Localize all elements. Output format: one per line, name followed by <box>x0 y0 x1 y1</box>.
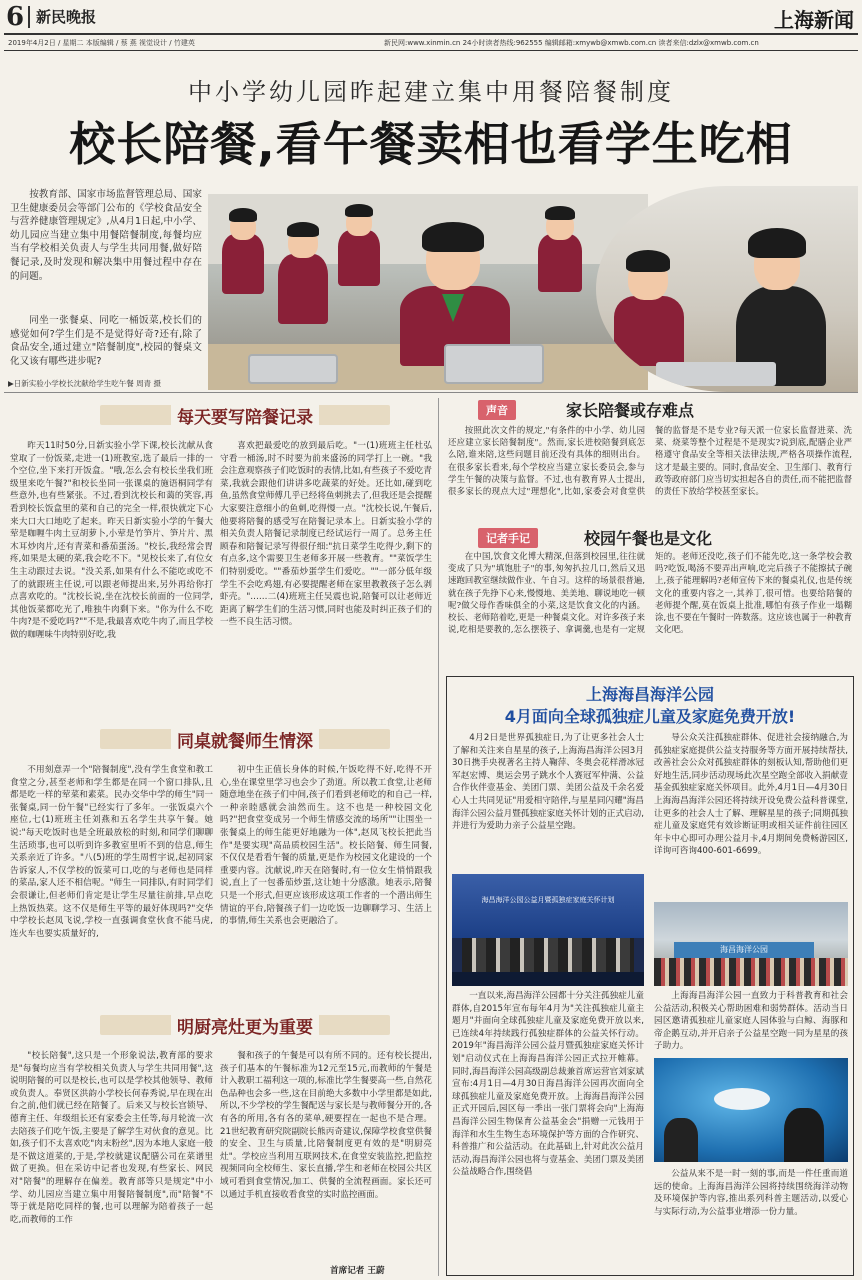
classroom-lunch-photo <box>208 194 648 390</box>
note-title: 校园午餐也是文化 <box>584 529 713 548</box>
stage-people <box>462 938 634 972</box>
lead-paragraph: 按教育部、国家市场监督管理总局、国家卫生健康委员会等部门公布的《学校食品安全与营养健康管理规定》,从4月1日起,中小学、幼儿园应当建立集中用餐陪餐制度,每餐均应当有学校相关负责人与学生共同用餐,做好陪餐记录,及时发现和解决集中用餐过程中存在的问题。 <box>10 189 202 282</box>
student-figure <box>538 234 582 292</box>
ad-outdoor-photo <box>654 902 848 986</box>
student-hair <box>545 206 575 220</box>
lunch-tray <box>656 362 776 386</box>
section-name: 上海新闻 <box>774 8 854 32</box>
lunch-tray <box>248 354 338 384</box>
note-tag: 记者手记 <box>478 528 538 548</box>
dateline-rule <box>4 50 858 51</box>
contact-line: 新民网:www.xinmin.cn 24小时读者热线:962555 编辑邮箱:xmywb@xmwb.com.cn 读者来信:dzlx@xmwb.com.cn <box>384 39 759 47</box>
article-column: 不用刻意弄一个"陪餐制度",没有学生食堂和教工食堂之分,甚至老师和学生都是在同一个窗口排队,且都是吃一样的荤菜和素菜。民办交华中学的师生"同一张餐桌,同一份午餐"已经实行了多年。一张饭桌六个座位,七(1)班班主任刘燕和五名学生共享午餐。她说:"每天吃饭时也是全班最放松的时刻,和同学们聊聊生活琐事,也可以听到许多教室里听不到的信息,师生关系亲近了许多。"八(5)班的学生周哲宇说,起初同家告诉家人,不仅学校的饭菜可口,吃的与老师也是同样的菜品,家人还不相信呢。"师生一同排队,有时同学们会很谦让,但老师们肯定是让学生尽量往前排,早点吃上热饭热菜。这不仅是师生平等的最好体现吗?"交华中学校长赵凤飞说,学校一直强调食堂伙食不能马虎,连火车也要实质量好的, <box>10 765 213 939</box>
article-column: 昨天11时50分,日新实验小学下课,校长沈献从食堂取了一份饭菜,走进一(1)班教室,选了最后一排的一个空位,坐下来打开饭盒。"哦,怎么会有校长坐我们班级里来吃午餐?"和校长坐同一张课桌的施语桐同学有些意外,也有些紧张。不过,看到沈校长和蔼的笑容,再看到校长饭盒里的菜和自己的完全一样,很快就定下心来大口大口地吃了起来。昨天日新实验小学的午餐大荤是咖喱牛肉土豆胡萝卜,小荤是竹笋片、笋片片、黑木耳炒肉片,还有青菜和番茄蛋汤。"校长,我经常会胃疼,如果是太硬的菜,我会吃不下。"见校长来了,有位女生主动跟过去说。"没关系,如果有什么不能吃或吃不了的就跟班主任说,可以跟老师提出来,另外再给你打点喜欢吃的。"沈校长说,坐在沈校长前面的一位同学,其他饭菜都吃光了,唯独牛肉剩下来。"你为什么不吃牛肉?是不爱吃吗?""不是,我最喜欢吃牛肉了,而且学校做的咖喱味牛肉特别好吃,我 <box>10 441 213 640</box>
section-title: 同桌就餐师生情深 <box>171 727 319 752</box>
ad-column: 公益从来不是一时一刻的事,而是一件任重而道远的使命。上海海昌海洋公园将持续围绕海洋动物及环境保护等内容,推出系列科普主题活动,以爱心与实际行动,为公益事业增添一份力量。 <box>654 1169 848 1217</box>
lead-bottom-rule <box>4 392 858 393</box>
article-column: 喜欢把最爱吃的放到最后吃。"一(1)班班主任杜弘守看一桶汤,时不时要为前来盛汤的同学打上一碗。"我会注意观察孩子们吃饭时的表情,比如,有些孩子不爱吃青菜,我就会跟他们讲讲多吃蔬菜的好处。还比如,碰到吃鱼,虽然食堂师傅几乎已经将鱼刺挑去了,但我还是会提醒大家要注意细小的鱼刺,吃得慢一点。"沈校长说,午餐后,他要将陪餐的感受写在陪餐记录本上。日新实验小学的相关负责人陪餐记录制度已经试运行一周了。总务主任顾春和陪餐记录写得很仔细:"抗日菜学生吃得少,剩下的有点多,这个需要卫生老师多开展一些教育。""菜饭学生们特别爱吃。""番茄炒蛋学生们爱吃。""一部分低年级学生不会吃鸡翅,有必要提醒老师在家里教教孩子怎么剥虾壳。"……二(4)班班主任吴震也说,陪餐可以让老师近距离了解学生们的生活习惯,同时也能及时纠正孩子们的一些不良生活习惯。 <box>220 441 432 628</box>
crowd <box>654 958 848 986</box>
stage-screen <box>452 874 644 938</box>
paper-name: 新民晚报 <box>36 8 97 26</box>
student-figure <box>338 230 380 286</box>
ad-aquarium-photo <box>654 1058 848 1162</box>
outdoor-banner-text: 海昌海洋公园 <box>720 945 768 954</box>
article-column: "校长陪餐",这只是一个形象说法,教育部的要求是"每餐均应当有学校相关负责人与学生共同用餐",这说明陪餐的可以是校长,也可以是学校其他领导、教师或负责人。奉贤区洪韵小学校长何春秀说,早在现在出台之前,他们就已经在陪餐了。后来又与校长宫锁导、德育主任、年级组长还有家委会主任等,每月轮流一次去陪孩子们吃午饭,主要是了解学生对伙食的意见。比如,孩子们不太喜欢吃"肉末粉丝",因为本地人家庭一般是不做这道菜的,于是,学校就建议配膳公司在菜谱里做了更换。但在采访中记者也发现,有些家长、网民对"陪餐"的理解存在偏差。教育部等只是规定"中小学、幼儿园应当建立集中用餐陪餐制度",而"陪餐"不等于就是陪吃同样的餐,也可以理解为陪着孩子一起吃,而教师的工作 <box>10 1051 213 1225</box>
headline-main: 校长陪餐,看午餐卖相也看学生吃相 <box>69 117 793 171</box>
visitor-silhouette <box>664 1118 698 1162</box>
headline-kicker: 中小学幼儿园昨起建立集中用餐陪餐制度 <box>188 78 674 106</box>
stage-screen-text: 海昌海洋公园公益月暨孤独症家庭关怀计划 <box>481 896 615 904</box>
ad-caption: 上海海昌海洋公园一直致力于科普教育和社会公益活动,积极关心帮助困难和弱势群体。活动当日园区邀请孤独症儿童家庭人园体验与白鲸、海豚和帝企鹅互动,并开启亲子公益星空跑一同为星星的孩子助力。 <box>654 991 848 1052</box>
ad-column: 4月2日是世界孤独症日,为了让更多社会人士了解和关注来自星星的孩子,上海海昌海洋公园3月30日携手央视著名主持人鞠萍、冬奥会花样滑冰冠军赵宏博、奥运会男子跳水个人赛冠军仲满、公益合作伙伴壹基金、美团门票、美团公益及千余名爱心人士共同见证"用爱相守陪伴,与星星同闪耀"海昌海洋公园公益月暨孤独症家庭关怀计划的正式启动,并进行为爱助力亲子公益星空跑。 <box>452 733 644 832</box>
section-banner <box>100 722 390 756</box>
byline: 首席记者 王蔚 <box>330 1266 385 1276</box>
masthead-rule <box>4 33 858 35</box>
ad-column: 一直以来,海昌海洋公园都十分关注孤独症儿童群体,自2015年宣布每年4月为"关注孤独症儿童主题月"并面向全球孤独症儿童及家庭免费开放以来,已连续4年持续践行孤独症群体的公益关怀行动。2019年"海昌海洋公园公益月暨孤独症家庭关怀计划"启动仪式在上海海昌海洋公园正式拉开帷幕。同时,海昌海洋公园高级副总裁兼首席运营官刘家斌宣布:4月1日—4月30日海昌海洋公园再次面向全球孤独症儿童及家庭免费开放。上海海昌海洋公园正式开园后,园区每一季出一张门票将会向"上海海昌海洋公园生物保育公益基金会"捐赠一元钱用于海洋和水生生物生态环境保护等方面的合作研究、科普推广和公益活动。在此基础上,针对此次公益月活动,海昌海洋公园也将与壹基金、美团门票及美团公益战略合作,围绕倡 <box>452 991 644 1178</box>
section-banner <box>100 398 390 432</box>
article-column: 餐和孩子的午餐是可以有所不同的。还有校长提出,孩子们基本的午餐标准为12元至15元,而教师的午餐是计入教职工福利这一项的,标准比学生餐要高一些,自然花色品种也会多一些,这在目前绝大多数中小学里都是如此,所以,不少学校的学生餐配送与家长是与教师餐分开的,各有各的所用,各有各的菜单,硬要捏在一起也不是合理。21世纪教育研究院副院长熊丙奇建议,保障学校食堂供餐的安全、卫生与质量,比陪餐制度更有效的是"明厨亮灶"。学校应当利用互联网技术,在食堂安装监控,把监控视频同向全校师生、家长直播,学生和老师在校园公共区域可看到食堂情况,加工、供餐的全流程画面。家长还可以通过手机直接收看食堂的实时监控画面。 <box>220 1051 432 1200</box>
voice-title: 家长陪餐或存难点 <box>566 401 695 420</box>
beluga <box>714 1088 770 1110</box>
student-figure <box>278 254 328 324</box>
lead-question: 同坐一张餐桌、同吃一桶饭菜,校长们的感觉如何?学生们是不是觉得好奇?还有,除了食品安全,通过建立"陪餐制度",校园的餐桌文化又该有哪些进步呢? <box>10 315 202 367</box>
student-hair <box>345 204 373 217</box>
masthead-divider <box>28 6 30 28</box>
student-figure <box>614 296 684 366</box>
photo-caption: ▶日新实验小学校长沈献给学生吃午餐 周青 摄 <box>8 379 162 388</box>
ad-title-park: 上海海昌海洋公园 <box>585 685 714 704</box>
section-title: 每天要写陪餐记录 <box>171 403 319 428</box>
student-hair <box>229 208 257 222</box>
student-figure <box>222 234 264 294</box>
student-hair <box>422 222 484 252</box>
page-number: 6 <box>6 2 25 32</box>
voice-text: 按照此次文件的规定,"有条件的中小学、幼儿园还应建立家长陪餐制度"。然而,家长进校陪餐到底怎么陪,谁来陪,这些问题目前还没有具体的细则出台。在很多家长看来,每个学校应当建立家长委员会,参与学生午餐的决策与监督。不过,也有教育界人士提出,很多家长的现点大过"理想化",比如,家委会对食堂供餐的监督是不是专业?每天派一位家长监督进菜、洗菜、烧菜等整个过程是不是现实?说到底,配膳企业严格遵守食品安全等相关法律法规,严格各项操作流程,这才是最主要的。同时,食品安全、卫生部门、教育行政等政府部门应当切实担起各自的责任,而不能把监督的责任下放给学校甚至家长。 <box>448 425 852 497</box>
ad-title-headline: 4月面向全球孤独症儿童及家庭免费开放! <box>504 707 796 726</box>
visitor-silhouette <box>784 1108 824 1162</box>
note-text: 在中国,饮食文化博大精深,但落到校园里,往往就变成了只为"填饱肚子"的事,匆匆扒拉几口,然后又迅速跑回教室继续做作业、午自习。这样的场景很普遍,就在孩子先挣下心来,慢慢地、美美地、聊说地吃一顿呢?做父母作香味俱全的小菜,这是饮食文化的内涵。校长、老师陪着吃,更是一种餐桌文化。对许多孩子来说,吃相是要教的,怎么摆筷子、拿调羹,也是有一定规矩的。老师还没吃,孩子们不能先吃,这一条学校会教吗?吃饭,喝汤不要弄出声响,吃完后孩子不能擦拭子碗上,孩子能理解吗?老师宣传下来的餐桌礼仪,也是传统文化的重要内容之一,其养丁,很可惜。也要给陪餐的老师提个醒,莫在饭桌上批准,哪怕有孩子作业一塌糊涂,也不要在午餐时一阵数落。这应该也属于一种教育文化吧。 <box>448 551 852 635</box>
principal-lunch-photo <box>596 186 858 392</box>
dateline: 2019年4月2日 / 星期二 本版编辑 / 蔡 燕 视觉设计 / 竹建英 <box>8 39 195 47</box>
voice-tag: 声音 <box>478 400 516 420</box>
section-banner <box>100 1008 390 1042</box>
section-title: 明厨亮灶更为重要 <box>171 1013 319 1038</box>
stage-floor <box>452 972 644 986</box>
article-column: 初中生正值长身体的时候,午饭吃得不好,吃得不开心,坐在课堂里学习也会少了劲道。所以教工食堂,让老师随意地坐在孩子们中间,孩子们看到老师吃的和自己一样,一种亲睦感就会油然而生。这不也是一种校园文化吗?"把食堂变成另一个师生情感交流的场所""让围坐一张餐桌上的师生能更好地融为一体",赵凤飞校长把此当作"是要实现"高品质校园生活"。校长陪餐、师生同餐,不仅仅是看看午餐的质量,更是作为校园文化建设的一个重要内容。沈献说,昨天在陪餐时,有一位女生悄悄跟我说,直上了一包番茄炒蛋,这让她十分感激。她表示,陪餐只是一个形式,但更应该形成这项工作者的一个潜出师生情谊的平台,陪餐孩子们一边吃饭一边聊聊学习、生活上的事情,师生关系也会更融洽了。 <box>220 765 432 927</box>
column-divider <box>438 398 439 1276</box>
lunch-tray <box>444 344 544 384</box>
principal-hair <box>748 228 806 258</box>
ad-stage-photo <box>452 874 644 986</box>
student-hair <box>287 222 319 237</box>
ad-column: 导公众关注孤独症群体、促进社会接纳融合,为孤独症家庭提供公益支持服务等方面开展持续帮扶,改善社会公众对孤独症群体的刻板认知,帮助他们更好地生活,同步活动现场此次星空跑全部收入捐献壹基金孤独症家庭关怀项目。此外,4月1日—4月30日上海海昌海洋公园还将持续开设免费公益科普课堂,让更多的社会人士了解、理解星星的孩子;同期孤独症儿童及家庭凭有效诊断证明或相关证件前往园区年卡中心即可办理公益月卡,4月期间免费畅游园区,详询可咨询400-601-6699。 <box>654 733 848 857</box>
student-hair <box>626 250 670 272</box>
